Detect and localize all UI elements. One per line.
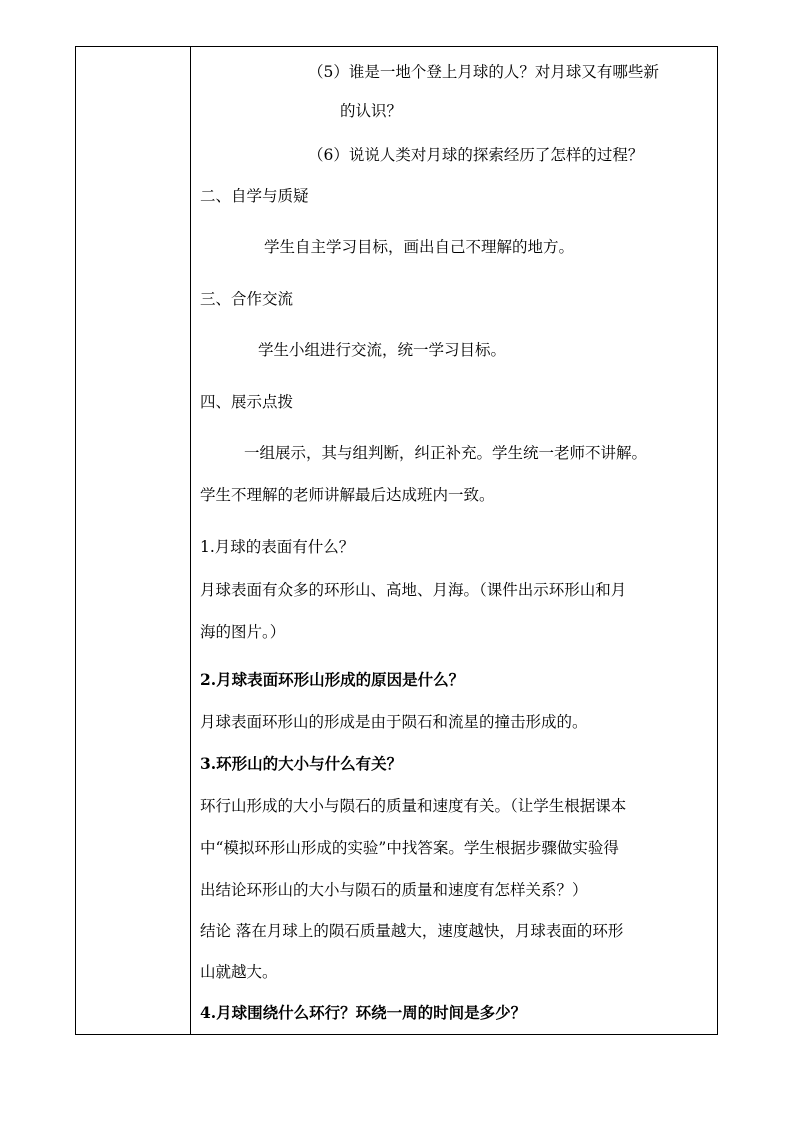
answer-1-line-1: 月球表面有众多的环形山、高地、月海。（课件出示环形山和月: [200, 581, 627, 599]
question-3: 3.环形山的大小与什么有关？: [200, 754, 403, 773]
section-heading-cooperation: 三、合作交流: [200, 290, 294, 308]
question-5-line-1: （5）谁是一地个登上月球的人？对月球又有哪些新: [308, 63, 659, 81]
answer-3-line-3: 出结论环形山的大小与陨石的质量和速度有怎样关系？）: [200, 881, 588, 899]
conclusion-line-1: 结论 落在月球上的陨石质量越大，速度越快，月球表面的环形: [200, 922, 624, 940]
answer-2: 月球表面环形山的形成是由于陨石和流星的撞击形成的。: [200, 713, 588, 731]
table-column-divider: [190, 46, 191, 1035]
answer-3-line-2: 中“模拟环形山形成的实验”中找答案。学生根据步骤做实验得: [200, 839, 619, 857]
self-study-text: 学生自主学习目标，画出自己不理解的地方。: [264, 238, 575, 256]
presentation-text-line-2: 学生不理解的老师讲解最后达成班内一致。: [200, 486, 495, 504]
cooperation-text: 学生小组进行交流，统一学习目标。: [258, 341, 507, 359]
question-5-line-2: 的认识？: [340, 102, 403, 120]
section-heading-self-study: 二、自学与质疑: [200, 187, 309, 205]
conclusion-line-2: 山就越大。: [200, 963, 278, 981]
question-1: 1.月球的表面有什么？: [200, 538, 355, 556]
section-heading-presentation: 四、展示点拨: [200, 393, 294, 411]
question-4: 4.月球围绕什么环行？环绕一周的时间是多少？: [200, 1003, 527, 1022]
answer-1-line-2: 海的图片。）: [200, 623, 286, 641]
answer-3-line-1: 环行山形成的大小与陨石的质量和速度有关。（让学生根据课本: [200, 797, 627, 815]
question-2: 2.月球表面环形山形成的原因是什么？: [200, 670, 465, 689]
presentation-text-line-1: 一组展示，其与组判断，纠正补充。学生统一老师不讲解。: [244, 444, 648, 462]
question-6: （6）说说人类对月球的探索经历了怎样的过程？: [308, 146, 644, 164]
